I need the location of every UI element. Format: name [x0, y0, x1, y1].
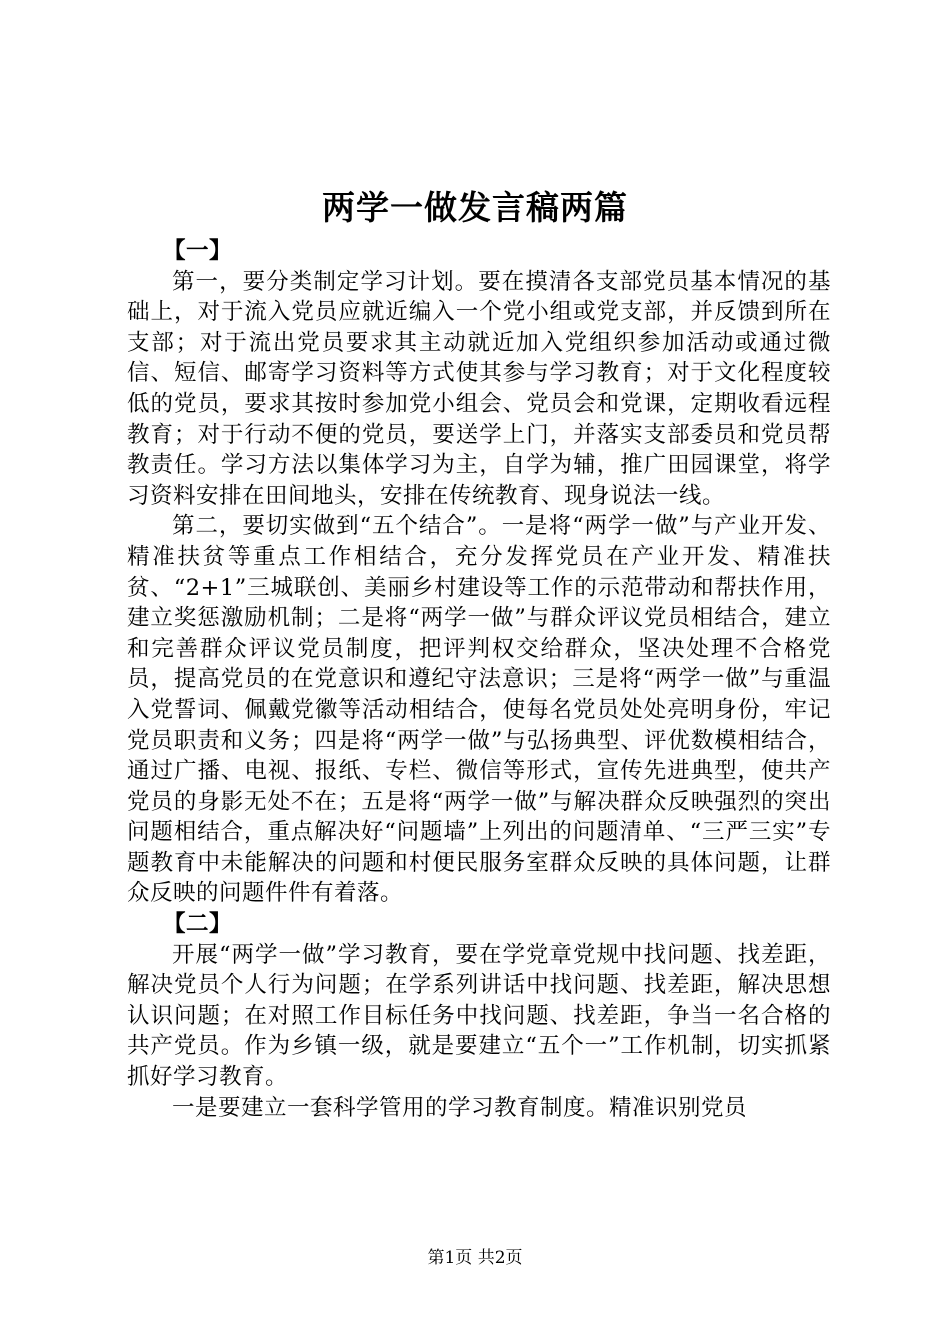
section-marker-1: 【一】 [163, 238, 233, 264]
paragraph: 开展“两学一做”学习教育，要在学党章党规中找问题、找差距，解决党员个人行为问题；在学系列讲话中找问题、找差距，解决思想认识问题；在对照工作目标任务中找问题、找差距，争当一名合格的共产党员。作为乡镇一级，就是要建立“五个一”工作机制，切实抓紧抓好学习教育。 [127, 941, 831, 1091]
document-title: 两学一做发言稿两篇 [322, 188, 628, 227]
paragraph: 第一，要分类制定学习计划。要在摸清各支部党员基本情况的基础上，对于流入党员应就近编入一个党小组或党支部，并反馈到所在支部；对于流出党员要求其主动就近加入党组织参加活动或通过微信、短信、邮寄学习资料等方式使其参与学习教育；对于文化程度较低的党员，要求其按时参加党小组会、党员会和党课，定期收看远程教育；对于行动不便的党员，要送学上门，并落实支部委员和党员帮教责任。学习方法以集体学习为主，自学为辅，推广田园课堂，将学习资料安排在田间地头，安排在传统教育、现身说法一线。 [127, 268, 831, 509]
page-footer: 第1页 共2页 [427, 1248, 523, 1268]
paragraph: 一是要建立一套科学管用的学习教育制度。精准识别党员 [172, 1094, 748, 1121]
document-body [127, 236, 831, 1123]
paragraph: 第二，要切实做到“五个结合”。一是将“两学一做”与产业开发、精准扶贫等重点工作相结合，充分发挥党员在产业开发、精准扶贫、“2+1”三城联创、美丽乡村建设等工作的示范带动和帮扶作用，建立奖惩激励机制；二是将“两学一做”与群众评议党员相结合，建立和完善群众评议党员制度，把评判权交给群众，坚决处理不合格党员，提高党员的在党意识和遵纪守法意识；三是将“两学一做”与重温入党誓词、佩戴党徽等活动相结合，使每名党员处处亮明身份，牢记党员职责和义务；四是将“两学一做”与弘扬典型、评优数模相结合，通过广播、电视、报纸、专栏、微信等形式，宣传先进典型，使共产党员的身影无处不在；五是将“两学一做”与解决群众反映强烈的突出问题相结合，重点解决好“问题墙”上列出的问题清单、“三严三实”专题教育中未能解决的问题和村便民服务室群众反映的具体问题，让群众反映的问题件件有着落。 [127, 513, 831, 907]
section-marker-2: 【二】 [163, 911, 233, 938]
